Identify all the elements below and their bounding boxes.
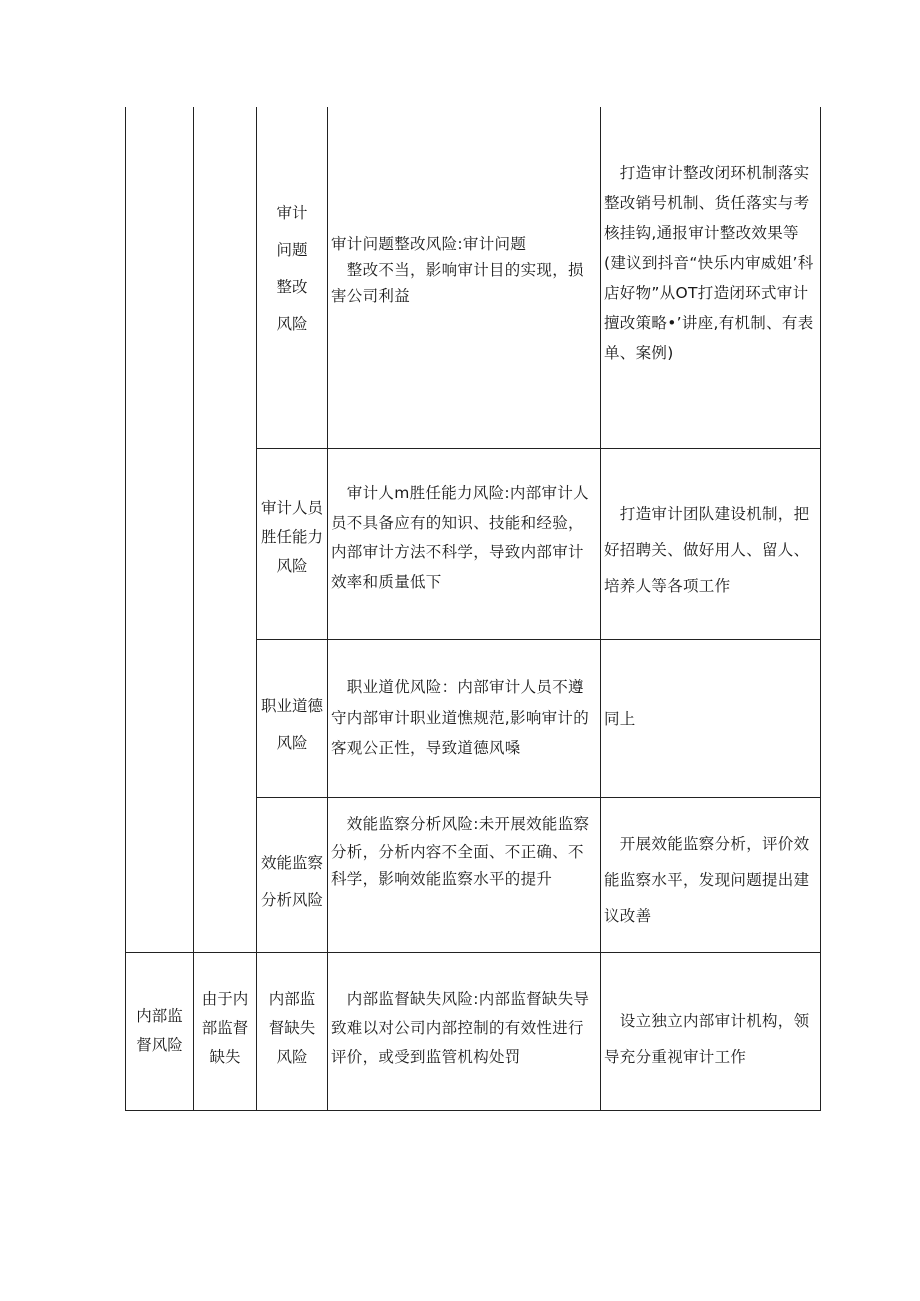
measures-cell: 设立独立内部审计机构，领导充分重视审计工作 bbox=[604, 1012, 810, 1066]
measures-cell: 开展效能监察分析，评价效能监察水平，发现问题提出建议改善 bbox=[604, 835, 810, 925]
measures-cell: 同上 bbox=[604, 710, 636, 728]
description-cell: 职业道优风险：内部审计人员不遵守内部审计职业道憔规范,影响审计的客观公正性，导致道德风嗓 bbox=[331, 678, 590, 757]
measures-cell: 打造审计团队建设机制，把好招聘关、做好用人、留人、培养人等各项工作 bbox=[604, 505, 810, 595]
col-border-3 bbox=[256, 107, 257, 1111]
risk-name-cell: 内部监 督缺失 风险 bbox=[268, 990, 316, 1066]
description-cell: 审计问题整改风险:审计问题 整改不当，影响审计目的实现，损害公司利益 bbox=[331, 235, 584, 305]
measures-cell: 打造审计整改闭环机制落实整改销号机制、货任落实与考核挂钩,通报审计整改效果等(建议到抖音“快乐内审威姐’科店好物”从OT打造闭环式审计擅改策略•’讲座,有机制、有表单、案例) bbox=[604, 164, 814, 362]
risk-name-cell: 职业道德 风险 bbox=[260, 697, 323, 752]
risk-name-cell: 审计人员 胜任能力 风险 bbox=[260, 499, 323, 575]
description-cell: 内部监督缺失风险:内部监督缺失导致难以对公司内部控制的有效性进行评价，或受到监管机构处罚 bbox=[331, 990, 590, 1066]
row-border-1 bbox=[256, 448, 821, 449]
col-border-2 bbox=[193, 107, 194, 1111]
risk-name-cell: 审计 问题 整改 风险 bbox=[276, 204, 308, 333]
row-border-bottom bbox=[125, 1110, 821, 1111]
description-cell: 审计人m胜任能力风险:内部审计人员不具备应有的知识、技能和经验，内部审计方法不科学，导致内部审计效率和质量低下 bbox=[331, 484, 589, 591]
risk-name-cell: 效能监察 分析风险 bbox=[260, 854, 323, 909]
row-border-2 bbox=[256, 639, 821, 640]
col-border-6 bbox=[820, 107, 821, 1111]
description-cell: 效能监察分析风险:未开展效能监察分析，分析内容不全面、不正确、不科学，影响效能监察水平的提升 bbox=[331, 815, 590, 888]
row-border-3 bbox=[256, 797, 821, 798]
col-border-1 bbox=[125, 107, 126, 1111]
row-border-4 bbox=[125, 952, 821, 953]
category-cell: 内部监 督风险 bbox=[136, 1007, 183, 1054]
cause-cell: 由于内 部监督 缺失 bbox=[201, 990, 249, 1066]
